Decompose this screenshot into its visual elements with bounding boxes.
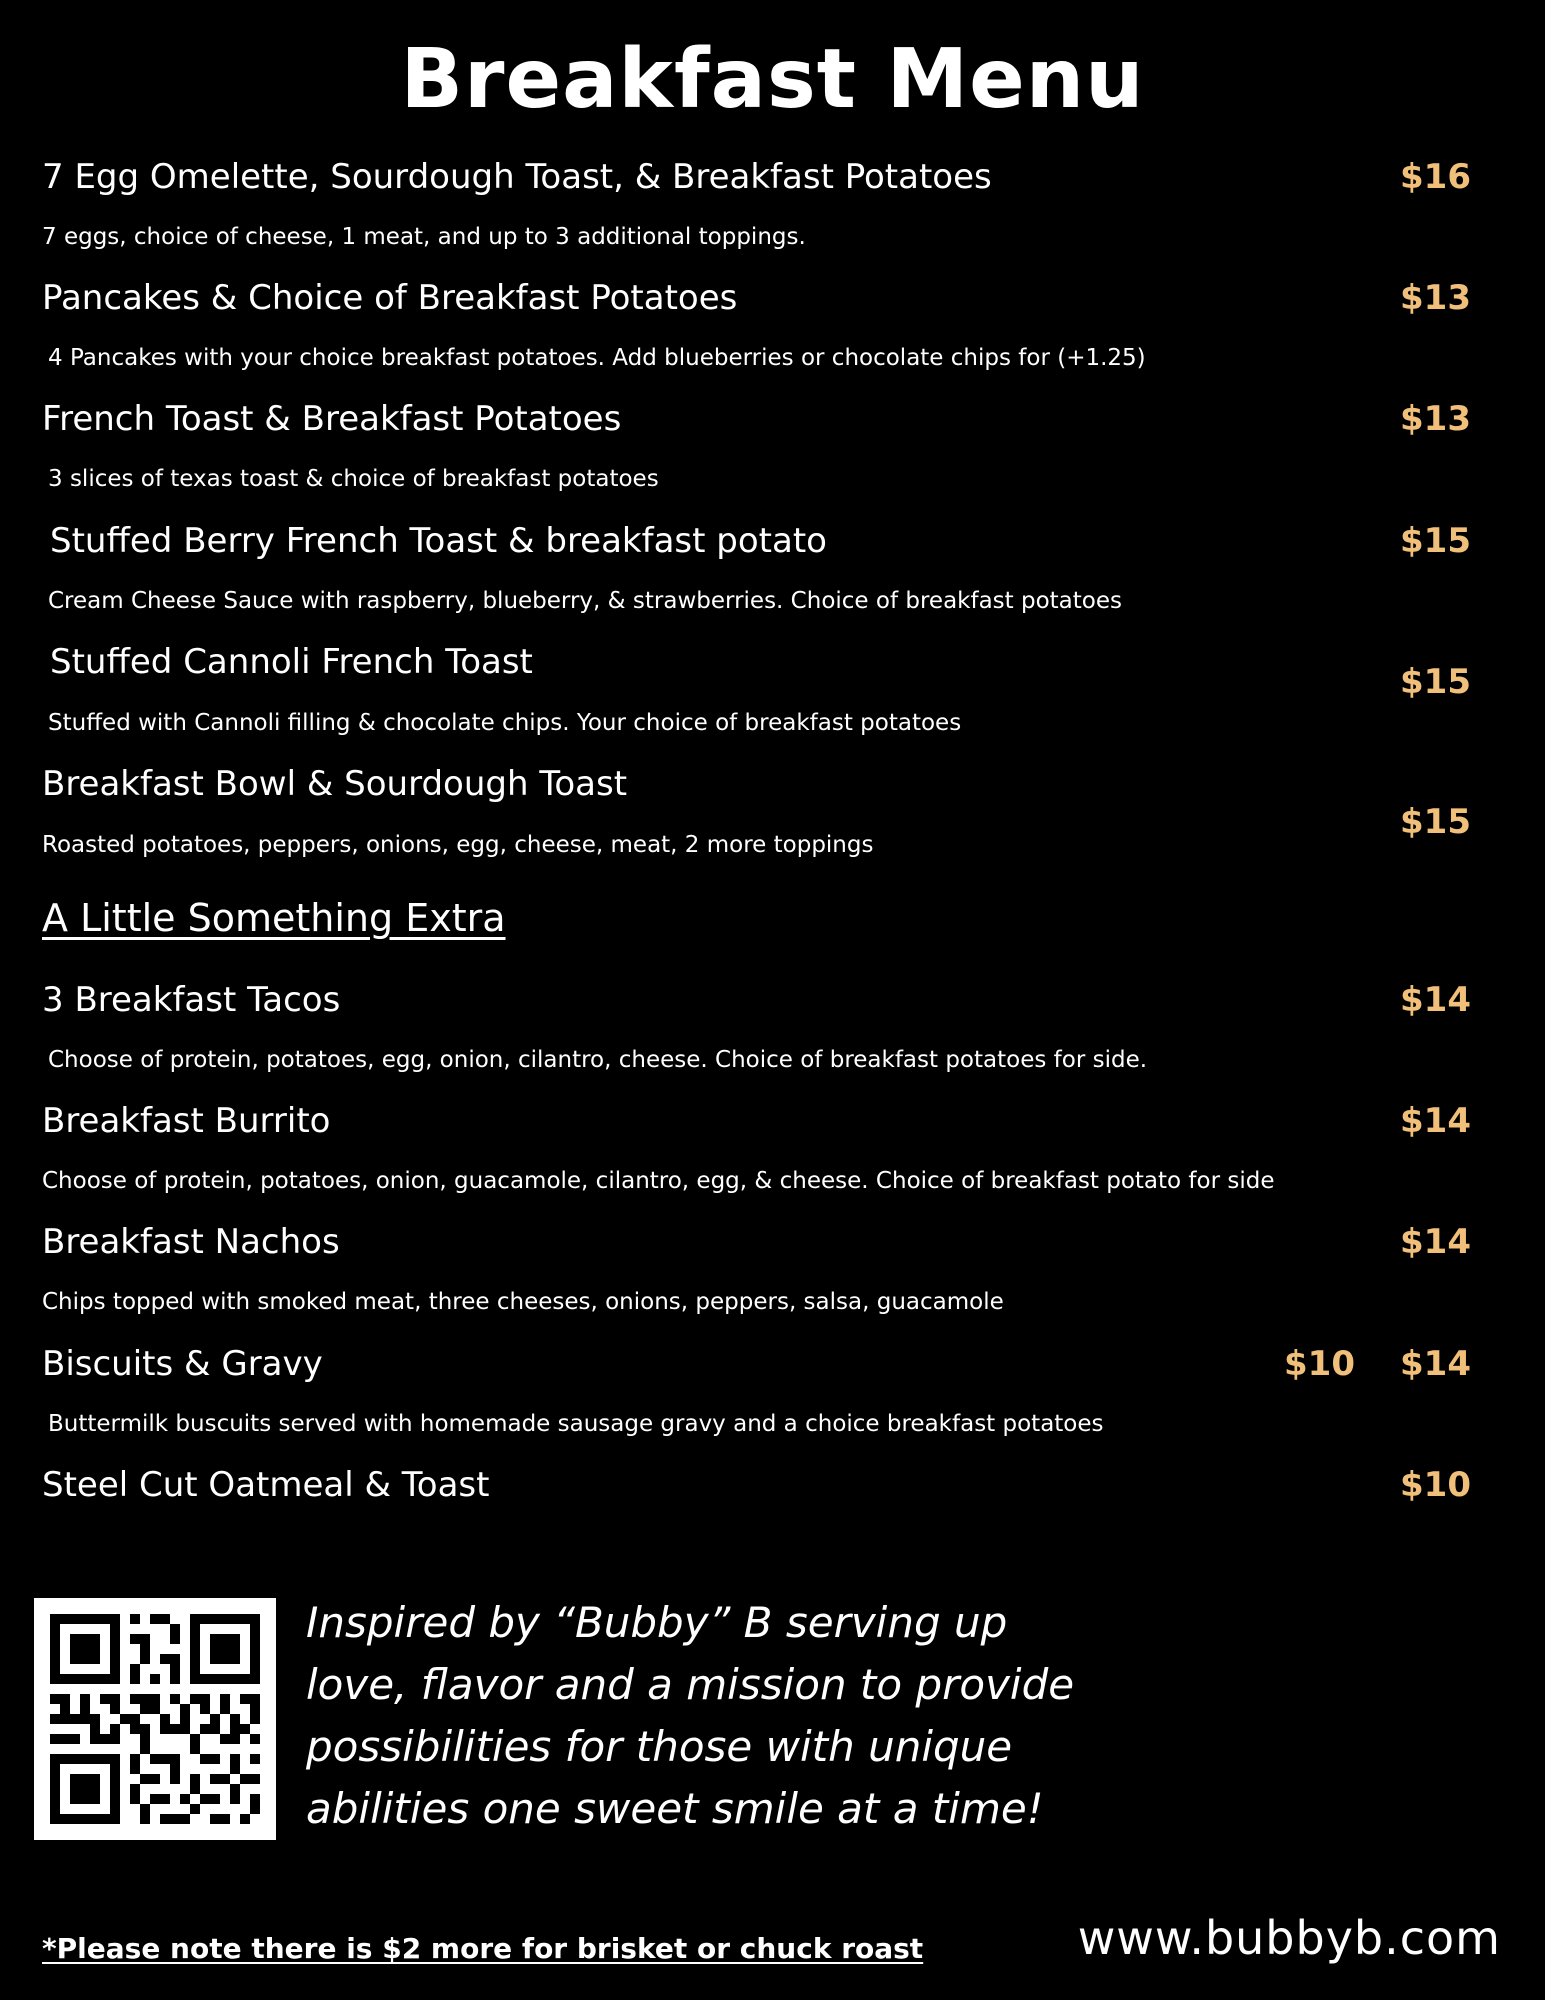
menu-item-price: $14: [1400, 980, 1471, 1020]
menu-item-description: Choose of protein, potatoes, egg, onion, cilantro, cheese. Choice of breakfast potatoes for side.: [48, 1047, 1148, 1073]
menu-item-price: $15: [1400, 662, 1471, 702]
page-title: Breakfast Menu: [400, 32, 1145, 127]
tagline-line: abilities one sweet smile at a time!: [306, 1784, 1044, 1833]
menu-item-description: Cream Cheese Sauce with raspberry, blueberry, & strawberries. Choice of breakfast potatoes: [48, 588, 1122, 614]
menu-item-price: $15: [1400, 802, 1471, 842]
menu-item-name: Breakfast Bowl & Sourdough Toast: [42, 764, 628, 804]
menu-item-name: French Toast & Breakfast Potatoes: [42, 399, 622, 439]
website-link[interactable]: www.bubbyb.com: [1077, 1911, 1501, 1965]
pricing-note: *Please note there is $2 more for brisket or chuck roast: [42, 1932, 924, 1965]
menu-item-price-alt: $10: [1284, 1344, 1355, 1384]
menu-item-price: $14: [1400, 1101, 1471, 1141]
menu-item-price: $13: [1400, 278, 1471, 318]
tagline-line: Inspired by “Bubby” B serving up: [306, 1598, 1008, 1647]
menu-item-price: $15: [1400, 521, 1471, 561]
menu-item-description: Chips topped with smoked meat, three cheeses, onions, peppers, salsa, guacamole: [42, 1289, 1004, 1315]
menu-item-price: $10: [1400, 1465, 1471, 1505]
menu-item-name: Stuffed Berry French Toast & breakfast potato: [50, 521, 827, 561]
menu-item-name: Pancakes & Choice of Breakfast Potatoes: [42, 278, 738, 318]
menu-item-description: Choose of protein, potatoes, onion, guacamole, cilantro, egg, & cheese. Choice of breakfast potato for side: [42, 1168, 1275, 1194]
menu-item-name: Stuffed Cannoli French Toast: [50, 642, 533, 682]
menu-item-name: Steel Cut Oatmeal & Toast: [42, 1465, 490, 1505]
section-heading: A Little Something Extra: [42, 896, 506, 940]
tagline-line: love, flavor and a mission to provide: [306, 1660, 1075, 1709]
menu-item-price: $16: [1400, 157, 1471, 197]
menu-item-description: 7 eggs, choice of cheese, 1 meat, and up to 3 additional toppings.: [42, 224, 806, 250]
menu-item-name: Biscuits & Gravy: [42, 1344, 323, 1384]
menu-item-description: 4 Pancakes with your choice breakfast potatoes. Add blueberries or chocolate chips for (+1.25): [48, 345, 1146, 371]
tagline: [306, 1592, 1075, 1840]
menu-item-price: $14: [1400, 1344, 1471, 1384]
menu-item-name: Breakfast Burrito: [42, 1101, 331, 1141]
tagline-line: possibilities for those with unique: [306, 1722, 1013, 1771]
menu-item-price: $14: [1400, 1222, 1471, 1262]
menu-item-description: 3 slices of texas toast & choice of breakfast potatoes: [48, 466, 659, 492]
menu-item-price: $13: [1400, 399, 1471, 439]
menu-item-description: Buttermilk buscuits served with homemade sausage gravy and a choice breakfast potatoes: [48, 1411, 1104, 1437]
menu-item-description: Stuffed with Cannoli filling & chocolate chips. Your choice of breakfast potatoes: [48, 710, 962, 736]
menu-item-name: Breakfast Nachos: [42, 1222, 340, 1262]
menu-item-name: 7 Egg Omelette, Sourdough Toast, & Breakfast Potatoes: [42, 157, 992, 197]
menu-item-description: Roasted potatoes, peppers, onions, egg, cheese, meat, 2 more toppings: [42, 832, 874, 858]
qr-code-icon[interactable]: [34, 1598, 276, 1840]
menu-item-name: 3 Breakfast Tacos: [42, 980, 341, 1020]
